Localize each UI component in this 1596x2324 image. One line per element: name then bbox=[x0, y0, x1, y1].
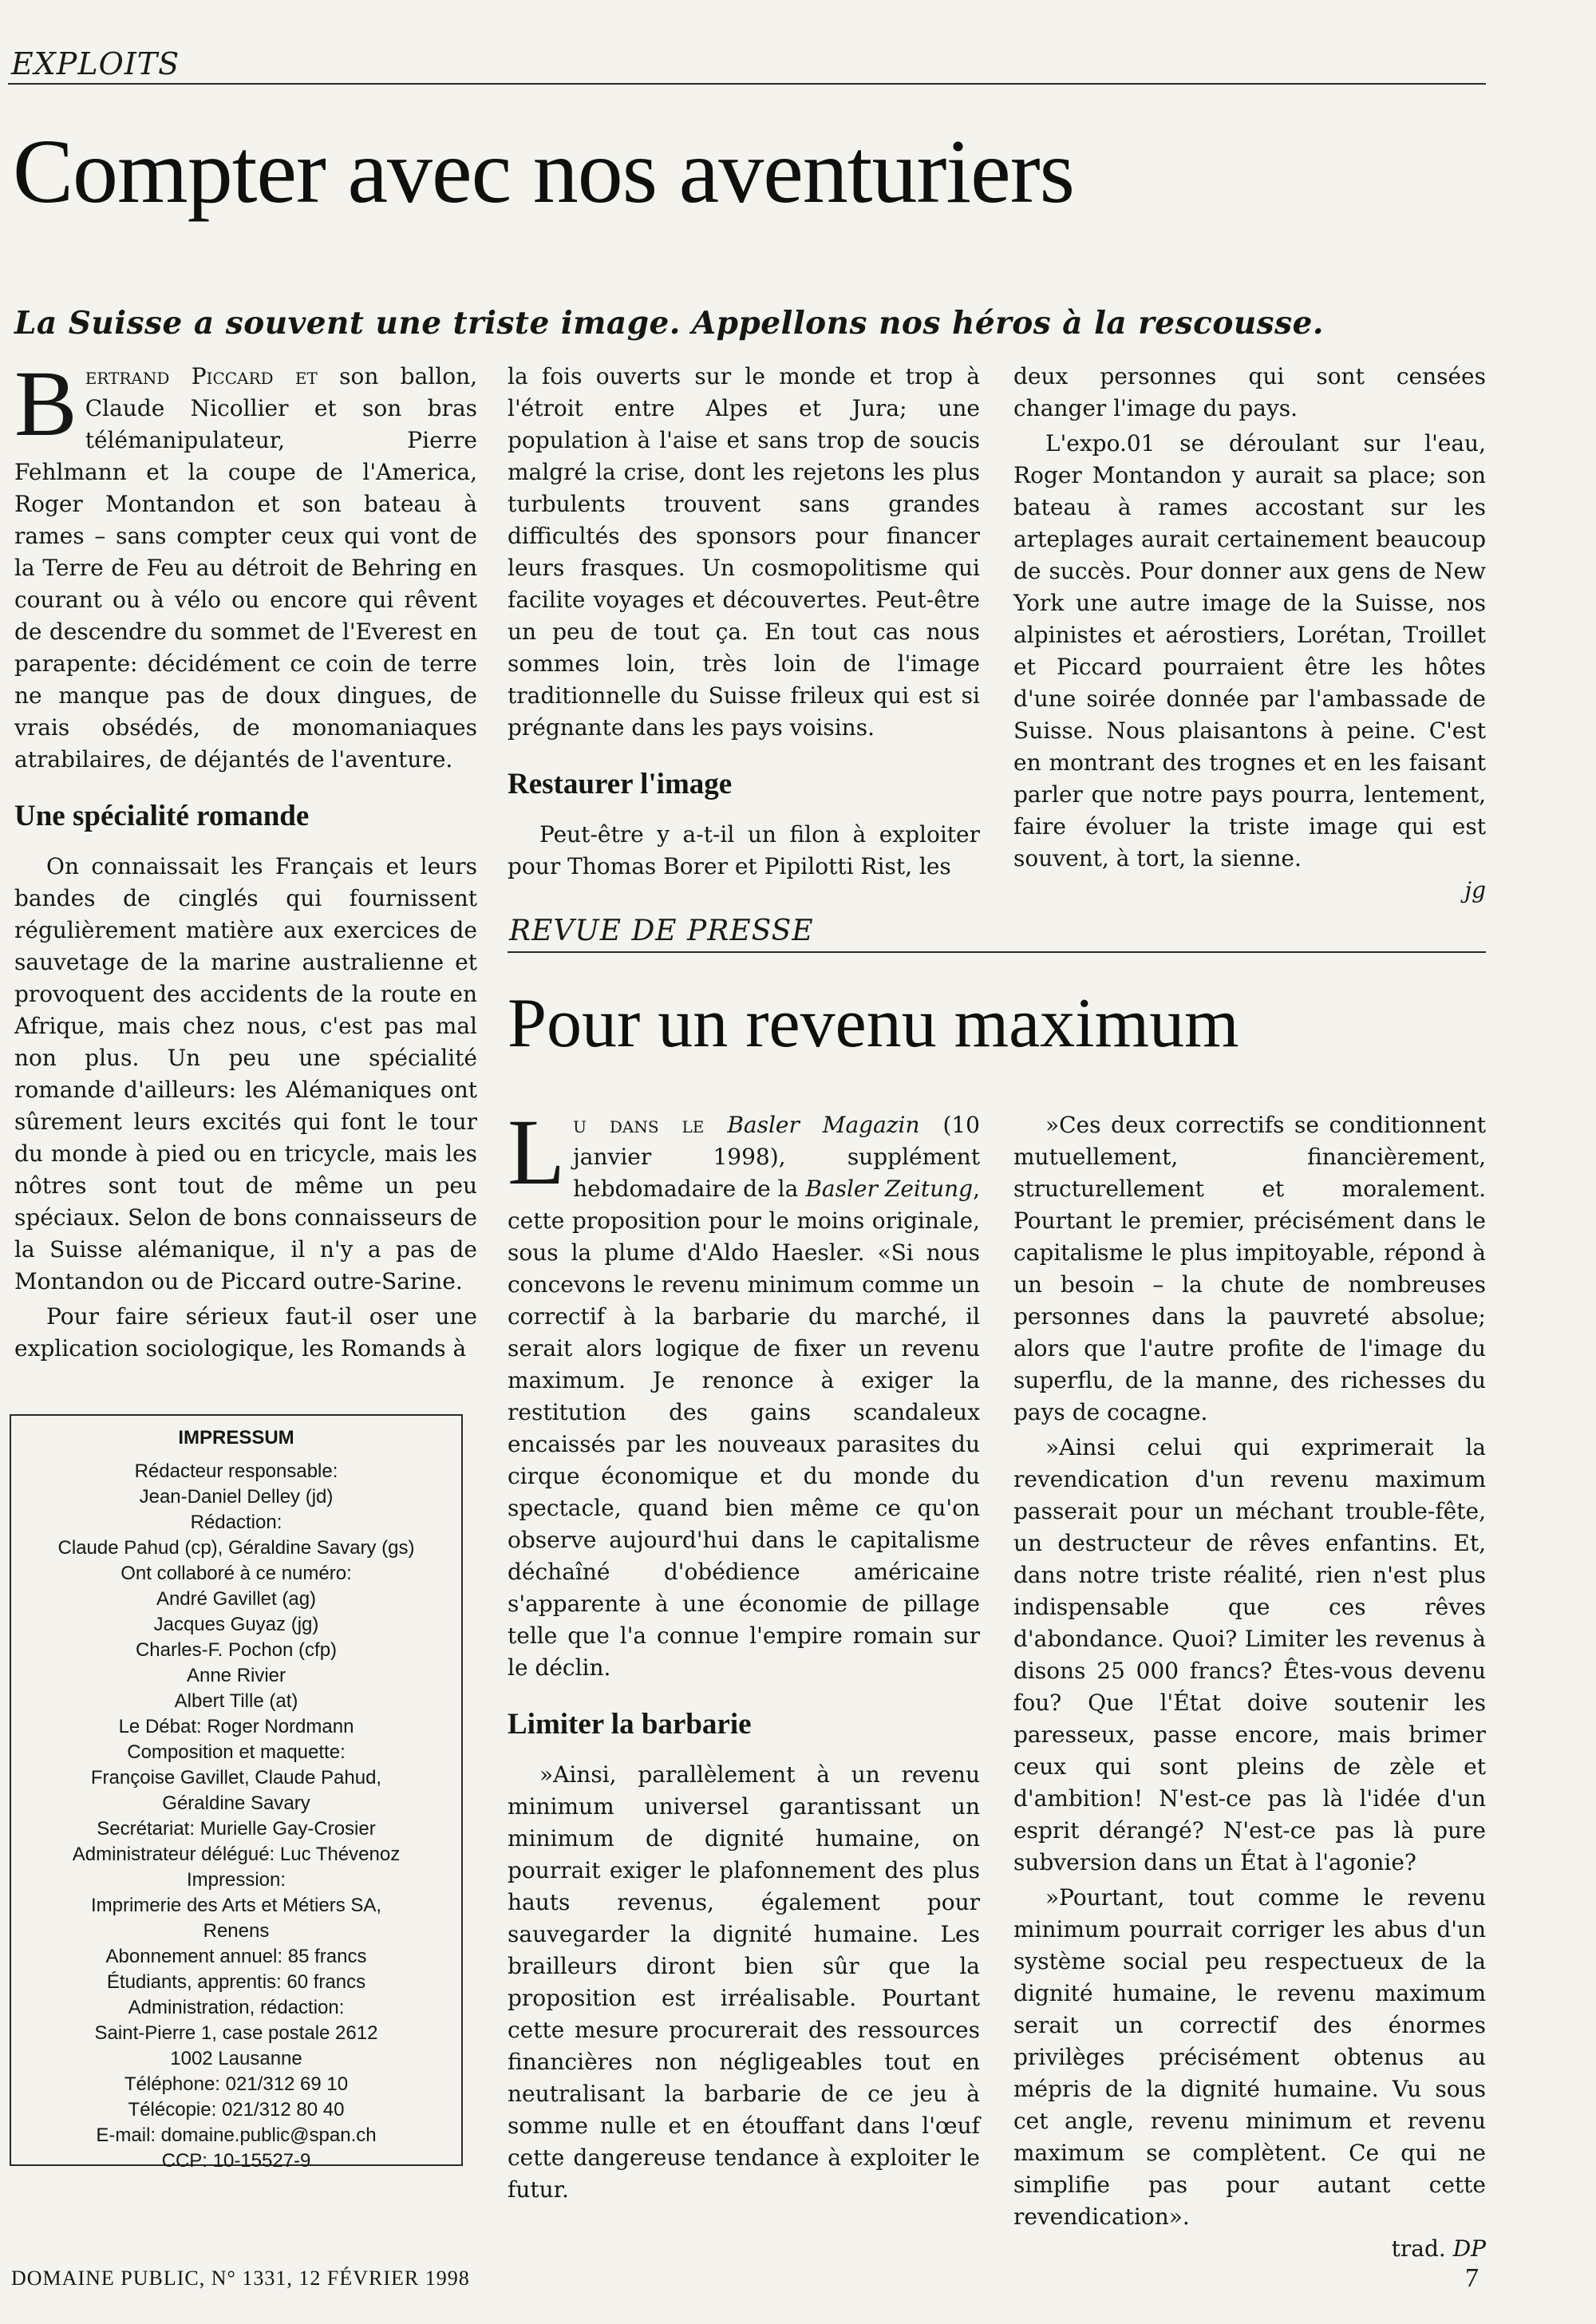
section-label: EXPLOITS bbox=[11, 46, 180, 81]
page-number: 7 bbox=[1465, 2263, 1479, 2293]
article1-column-2 bbox=[508, 361, 980, 883]
article1-column-1 bbox=[14, 351, 477, 1365]
paragraph: , cette proposition pour le moins originale, sous la plume d'Aldo Haesler. «Si nous concevons le revenu minimum comme un correctif à la barbarie du marché, il serait alors logique de fixer un revenu maximum. Je renonce à exiger la restitution des gains scandaleux encaissés par les nouveaux parasites du cirque économique et du monde du spectacle, quand bien même ce qu'on observe aujourd'hui dans le capitalisme déchaîné d'obédience américaine s'apparente à une économie de pillage telle que l'a connue l'empire romain sur le déclin. bbox=[508, 1176, 980, 1681]
impressum-line: 1002 Lausanne bbox=[170, 2048, 302, 2069]
impressum-line: Composition et maquette: bbox=[127, 1741, 346, 1763]
lead-in-caps: ertrand Piccard et bbox=[85, 363, 318, 389]
impressum-line: Rédaction: bbox=[190, 1512, 282, 1533]
impressum-line: Claude Pahud (cp), Géraldine Savary (gs) bbox=[57, 1537, 415, 1559]
article-title: Compter avec nos aventuriers bbox=[13, 121, 1075, 222]
impressum-line: Rédacteur responsable: bbox=[134, 1460, 338, 1482]
article2-column-2 bbox=[1013, 1109, 1486, 2265]
impressum-line: Françoise Gavillet, Claude Pahud, bbox=[90, 1767, 382, 1788]
paragraph: deux personnes qui sont censées changer l'image du pays. bbox=[1013, 363, 1486, 421]
drop-cap: L bbox=[508, 1100, 566, 1204]
impressum-line: Anne Rivier bbox=[186, 1665, 286, 1686]
impressum-line: Ont collaboré à ce numéro: bbox=[120, 1563, 352, 1584]
author-signature: DP bbox=[1452, 2235, 1486, 2262]
section-label: REVUE DE PRESSE bbox=[509, 915, 814, 947]
impressum-line: Administration, rédaction: bbox=[128, 1997, 345, 2018]
paragraph: (10 janvier 1998), supplément hebdomadaire de la bbox=[573, 1112, 980, 1202]
lead-in-caps: u dans le bbox=[573, 1112, 705, 1138]
author-signature: jg bbox=[1464, 877, 1486, 903]
article-lede: La Suisse a souvent une triste image. Appellons nos héros à la rescousse. bbox=[14, 305, 1324, 342]
paragraph: Pour faire sérieux faut-il oser une explication sociologique, les Romands à bbox=[14, 1303, 477, 1362]
impressum-line: Impression: bbox=[186, 1869, 286, 1891]
subheading: Une spécialité romande bbox=[14, 800, 310, 832]
impressum-box bbox=[10, 1414, 463, 2172]
impressum-line: Saint-Pierre 1, case postale 2612 bbox=[94, 2022, 378, 2044]
impressum-title: IMPRESSUM bbox=[178, 1427, 294, 1449]
paragraph: »Pourtant, tout comme le revenu minimum pourrait corriger les abus d'un système social peu respectueux de la dignité humaine, le revenu maximum serait un correctif des énormes privilèges précisément obtenus au mépris de la dignité humaine. Vu sous cet angle, revenu minimum et revenu maximum se complètent. Ce qui ne simplifie pas pour autant cette revendication». bbox=[1013, 1884, 1486, 2230]
impressum-line: Jean-Daniel Delley (jd) bbox=[139, 1486, 334, 1508]
paragraph: »Ces deux correctifs se conditionnent mutuellement, financièrement, structurellement et moralement. Pourtant le premier, précisément dans le capitalisme le plus impitoyable, répond à un besoin – la chute de nombreuses personnes dans la pauvreté absolue; alors que l'autre profite de l'image du superflu, de la manne, des richesses du pays de cocagne. bbox=[1013, 1112, 1486, 1425]
paragraph: Peut-être y a-t-il un filon à exploiter pour Thomas Borer et Pipilotti Rist, les bbox=[508, 821, 980, 879]
impressum-line: Abonnement annuel: 85 francs bbox=[105, 1946, 367, 1967]
impressum-line: Albert Tille (at) bbox=[174, 1690, 298, 1712]
impressum-line: Le Débat: Roger Nordmann bbox=[118, 1716, 354, 1737]
paragraph: »Ainsi celui qui exprimerait la revendication d'un revenu maximum passerait pour un méchant trouble-fête, un destructeur de rêves enfantins. Et, dans notre triste réalité, rien n'est plus indispensable que ces rêves d'abondance. Quoi? Limiter les revenus à disons 25 000 francs? Êtes-vous devenu fou? Que l'État doive soutenir les paresseux, passe encore, mais brimer ceux qui sont pleins de zèle et d'ambition! N'est-ce pas là l'idée d'un esprit dérangé? N'est-ce pas là pure subversion dans un État à l'agonie? bbox=[1013, 1434, 1486, 1875]
impressum-line: Renens bbox=[203, 1920, 270, 1942]
impressum-line: Imprimerie des Arts et Métiers SA, bbox=[90, 1895, 382, 1916]
drop-cap: B bbox=[14, 351, 77, 456]
impressum-line: Télécopie: 021/312 80 40 bbox=[128, 2099, 345, 2120]
issue-footer: DOMAINE PUBLIC, N° 1331, 12 FÉVRIER 1998 bbox=[11, 2267, 470, 2290]
signature-prefix: trad. bbox=[1391, 2235, 1453, 2262]
top-rule bbox=[8, 83, 1486, 85]
impressum-line: Géraldine Savary bbox=[162, 1792, 310, 1814]
impressum-line: Jacques Guyaz (jg) bbox=[153, 1614, 319, 1635]
publication-name: Basler Magazin bbox=[727, 1112, 920, 1138]
impressum-line: André Gavillet (ag) bbox=[156, 1588, 317, 1610]
paragraph: »Ainsi, parallèlement à un revenu minimum universel garantissant un minimum de dignité humaine, on pourrait exiger le plafonnement des plus hauts revenus, également pour sauvegarder la dignité humaine. Les brailleurs diront bien sûr que la proposition est irréalisable. Pourtant cette mesure procurerait des ressources financières non négligeables tout en neutralisant la barbarie de ce jeu à somme nulle et en étouffant dans l'œuf cette dangereuse tendance à exploiter le futur. bbox=[508, 1761, 980, 2203]
paragraph: la fois ouverts sur le monde et trop à l'étroit entre Alpes et Jura; une population à l'aise et sans trop de soucis malgré la crise, dont les rejetons les plus turbulents trouvent sans grandes difficultés des sponsors pour financer leurs frasques. Un cosmopolitisme qui facilite voyages et découvertes. Peut-être un peu de tout ça. En tout cas nous sommes loin, très loin de l'image traditionnelle du Suisse frileux qui est si prégnante dans les pays voisins. bbox=[508, 363, 980, 741]
article1-column-3 bbox=[1013, 361, 1486, 907]
subheading: Restaurer l'image bbox=[508, 768, 733, 800]
subheading: Limiter la barbarie bbox=[508, 1708, 752, 1741]
publication-name: Basler Zeitung bbox=[805, 1176, 974, 1202]
paragraph: son ballon, Claude Nicollier et son bras télémanipulateur, Pierre Fehlmann et la coupe de l'America, Roger Montandon et son bateau à rames – sans compter ceux qui vont de la Terre de Feu au détroit de Behring en courant ou à vélo ou encore qui rêvent de descendre du sommet de l'Everest en parapente: décidément ce coin de terre ne manque pas de doux dingues, de vrais obsédés, de monomaniaques atrabilaires, de déjantés de l'aventure. bbox=[14, 363, 477, 773]
impressum-line: E-mail: domaine.public@span.ch bbox=[96, 2124, 377, 2146]
article2-column-1 bbox=[508, 1100, 980, 2206]
section-rule bbox=[508, 951, 1486, 953]
impressum-line: Charles-F. Pochon (cfp) bbox=[135, 1639, 338, 1661]
paragraph: L'expo.01 se déroulant sur l'eau, Roger Montandon y aurait sa place; son bateau à rames accostant sur les arteplages aurait certainement beaucoup de succès. Pour donner aux gens de New York une autre image de la Suisse, nos alpinistes et aérostiers, Lorétan, Troillet et Piccard pourraient être les hôtes d'une soirée donnée par l'ambassade de Suisse. Nous plaisantons à peine. C'est en montrant des trognes et en les faisant parler que notre pays pourra, lentement, faire évoluer la triste image qui est souvent, à tort, la sienne. bbox=[1013, 430, 1486, 872]
impressum-line: CCP: 10-15527-9 bbox=[161, 2150, 311, 2172]
impressum-line: Administrateur délégué: Luc Thévenoz bbox=[72, 1844, 401, 1865]
paragraph: On connaissait les Français et leurs bandes de cinglés qui fournissent régulièrement matière aux exercices de sauvetage de la marine australienne et provoquent des accidents de la route en Afrique, mais chez nous, c'est pas mal non plus. Un peu une spécialité romande d'ailleurs: les Alémaniques ont sûrement leurs excités qui font le tour du monde à pied ou en tricycle, mais les nôtres sont tout de même un peu spéciaux. Selon de bons connaisseurs de la Suisse alémanique, il n'y a pas de Montandon ou de Piccard outre-Sarine. bbox=[14, 853, 477, 1294]
impressum-line: Secrétariat: Murielle Gay-Crosier bbox=[97, 1818, 376, 1840]
impressum-line: Étudiants, apprentis: 60 francs bbox=[106, 1971, 366, 1993]
article-title: Pour un revenu maximum bbox=[508, 985, 1239, 1062]
impressum-line: Téléphone: 021/312 69 10 bbox=[124, 2073, 349, 2095]
